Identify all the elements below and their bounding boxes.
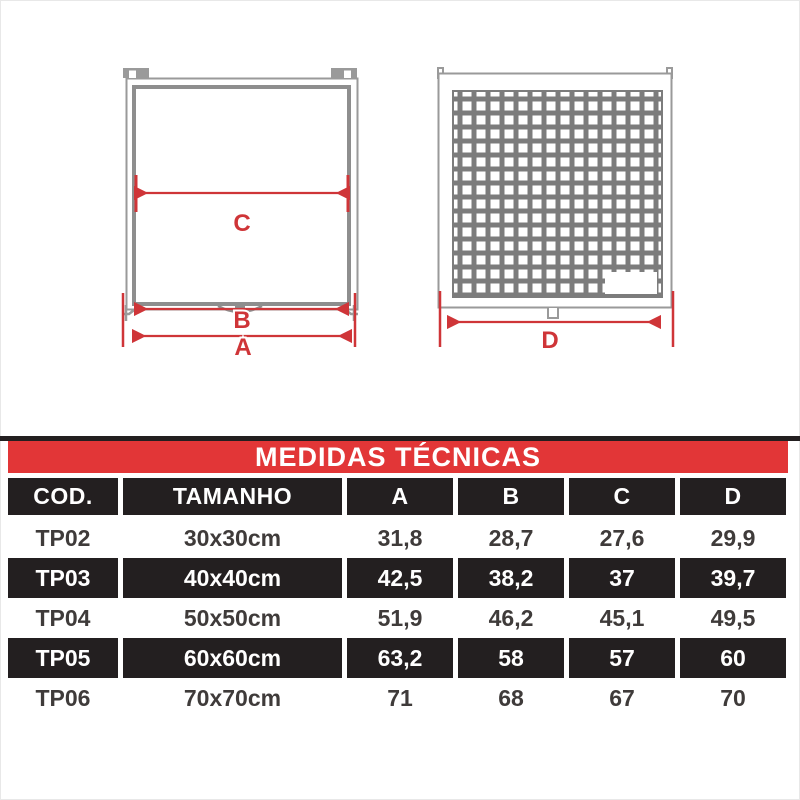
table-row — [8, 678, 788, 718]
table-cell-d: 49,5 — [710, 604, 756, 631]
table-cell-tamanho: 70x70cm — [183, 684, 282, 711]
table-cell-cod: TP06 — [35, 684, 91, 711]
table-body — [8, 518, 788, 718]
frame-top-right-tab — [331, 68, 357, 78]
table-row — [8, 598, 788, 638]
grid-panel — [454, 92, 661, 296]
dimension-label-d: D — [541, 327, 559, 354]
table-cell-tamanho: 30x30cm — [183, 524, 282, 551]
frame-front-view-drawing — [115, 55, 365, 360]
table-cell-b: 58 — [458, 638, 564, 678]
table-cell-cod: TP02 — [35, 524, 91, 551]
table-title-band — [8, 441, 788, 473]
table-row — [8, 638, 788, 678]
column-header: A — [347, 478, 453, 515]
grate-bottom-notch — [548, 308, 558, 318]
table-cell-a: 51,9 — [377, 604, 423, 631]
table-cell-tamanho: 60x60cm — [123, 638, 342, 678]
column-header: TAMANHO — [123, 478, 342, 515]
label-plate — [605, 272, 657, 294]
table-cell-c: 27,6 — [599, 524, 645, 551]
column-header: COD. — [8, 478, 118, 515]
table-row — [8, 518, 788, 558]
table-cell-b: 46,2 — [488, 604, 534, 631]
table-header-row — [8, 478, 788, 515]
dimension-label-a: A — [234, 334, 252, 361]
frame-top-left-tab — [123, 68, 149, 78]
table-cell-a: 71 — [387, 684, 413, 711]
table-row — [8, 558, 788, 598]
dimension-label-c: C — [233, 210, 251, 237]
table-cell-tamanho: 40x40cm — [123, 558, 342, 598]
dimension-label-b: B — [233, 307, 251, 334]
column-header: D — [680, 478, 786, 515]
grate-top-view-drawing — [430, 55, 680, 360]
table-cell-c: 45,1 — [599, 604, 645, 631]
table-cell-d: 70 — [720, 684, 746, 711]
table-cell-a: 63,2 — [347, 638, 453, 678]
table-cell-a: 42,5 — [347, 558, 453, 598]
table-cell-a: 31,8 — [377, 524, 423, 551]
table-cell-cod: TP05 — [8, 638, 118, 678]
table-cell-cod: TP04 — [35, 604, 91, 631]
table-cell-c: 37 — [569, 558, 675, 598]
table-cell-tamanho: 50x50cm — [183, 604, 282, 631]
table-cell-b: 28,7 — [488, 524, 534, 551]
table-title: MEDIDAS TÉCNICAS — [254, 441, 541, 472]
column-header: C — [569, 478, 675, 515]
frame-inner-rect — [134, 87, 349, 304]
table-cell-b: 68 — [498, 684, 524, 711]
table-cell-c: 57 — [569, 638, 675, 678]
table-cell-d: 29,9 — [710, 524, 756, 551]
table-cell-b: 38,2 — [458, 558, 564, 598]
table-cell-cod: TP03 — [8, 558, 118, 598]
table-cell-d: 39,7 — [680, 558, 786, 598]
table-cell-c: 67 — [609, 684, 635, 711]
table-cell-d: 60 — [680, 638, 786, 678]
column-header: B — [458, 478, 564, 515]
spec-table — [8, 478, 788, 718]
